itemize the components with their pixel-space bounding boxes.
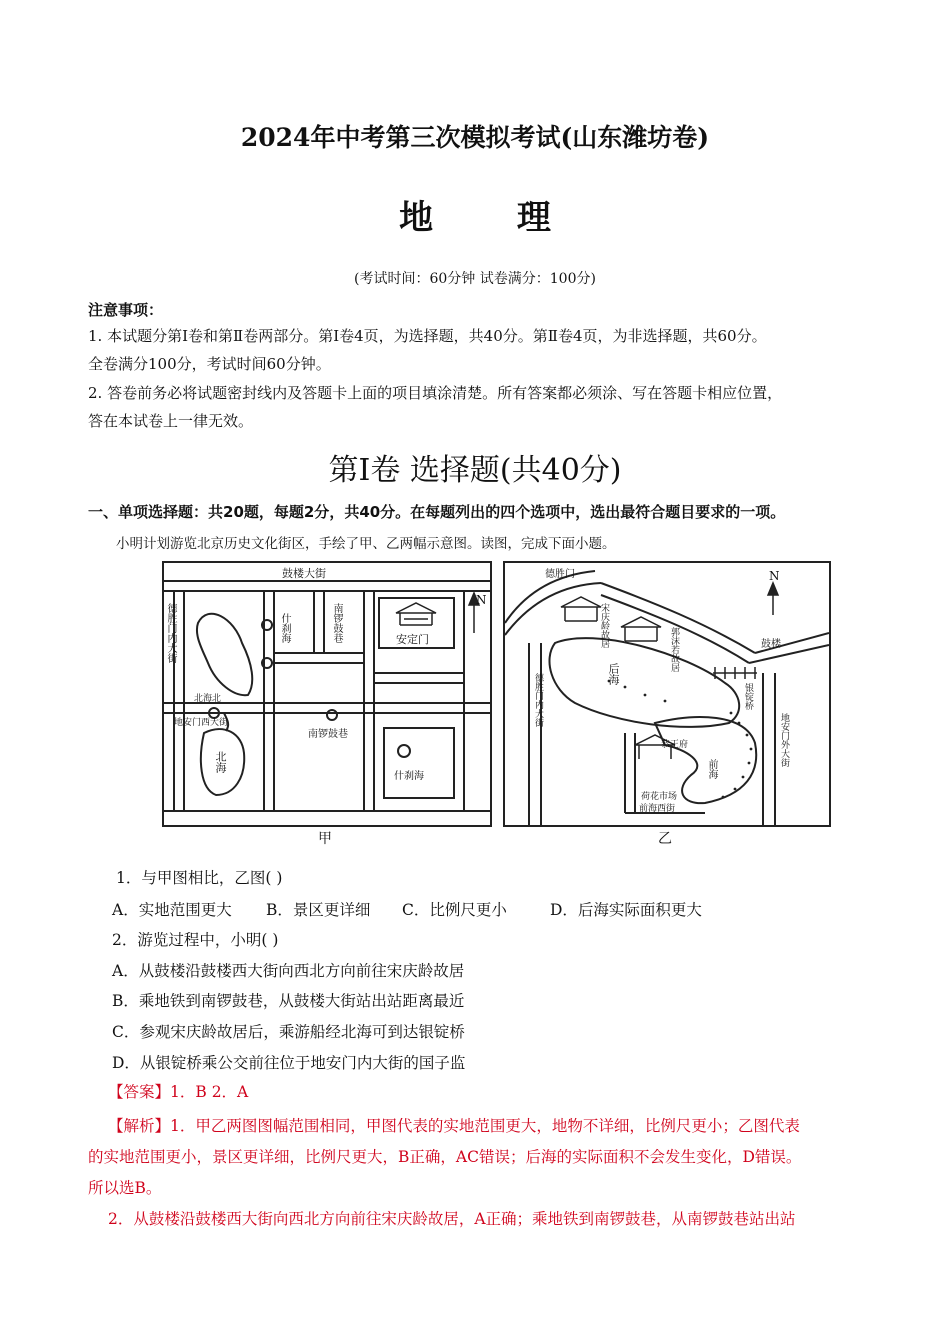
map-jia-shichahai: 什刹海 (394, 771, 424, 782)
map-yi-drawing (505, 563, 829, 825)
answer-text: 1．B 2．A (170, 1083, 249, 1101)
north-arrow-icon (768, 583, 778, 615)
map-yi-qianhai: 前海 (706, 759, 717, 779)
map-yi-right-street: 地安门外大街 (779, 713, 789, 767)
notice-item1-line1: 1. 本试题分第Ⅰ卷和第Ⅱ卷两部分。第Ⅰ卷4页，为选择题，共40分。第Ⅱ卷4页，为非选择题，共60分。 (88, 327, 767, 345)
map-jia-beihai-north: 北海北 (194, 694, 222, 704)
explanation-line-1 (108, 1111, 873, 1142)
q1-option-a: A．实地范围更大 (112, 901, 232, 919)
map-jia-left-street: 德胜门内大街 (165, 603, 176, 663)
map-jia-caption: 甲 (318, 831, 332, 847)
map-yi-guo-mansion: 郭沫若故居 (669, 627, 679, 672)
map-jia-north: N (476, 593, 487, 607)
notice-item1-line2: 全卷满分100分，考试时间60分钟。 (88, 355, 331, 373)
map-yi-houhai: 后海 (607, 663, 620, 685)
q1-option-b: B．景区更详细 (266, 901, 371, 919)
map-yi-hehua: 荷花市场 (641, 792, 678, 802)
map-yi (503, 561, 831, 827)
notice-item2-line2: 答在本试卷上一律无效。 (88, 412, 254, 430)
map-yi-caption: 乙 (658, 831, 672, 847)
explanation-line-2: 的实地范围更小，景区更详细，比例尺更大，B正确，AC错误；后海的实际面积不会发生变化，D错误。 (88, 1148, 802, 1166)
explanation-label: 【解析】 (108, 1117, 171, 1135)
explanation-line-3: 所以选B。 (88, 1179, 162, 1197)
building-icon (561, 597, 757, 759)
map-jia-top-street: 鼓楼大街 (282, 567, 326, 580)
question-intro: 小明计划游览北京历史文化街区，手绘了甲、乙两幅示意图。读图，完成下面小题。 (116, 536, 616, 552)
map-yi-small: 前海西街 (639, 804, 676, 814)
answer-label: 【答案】 (108, 1083, 171, 1101)
question-2-stem: 2．游览过程中，小明( ) (112, 931, 279, 949)
map-yi-song-residence: 宋庆龄故居 (599, 603, 609, 648)
map-jia-nanluogu: 南锣鼓巷 (331, 603, 342, 643)
map-yi-gongwang: 恭王府 (661, 740, 689, 750)
map-jia-nanluoguxiang-station: 南锣鼓巷 (308, 729, 348, 740)
q1-option-c: C．比例尺更小 (402, 901, 507, 919)
map-jia-andingmen: 安定门 (396, 633, 429, 646)
question-1-stem: 1．与甲图相比，乙图( ) (116, 869, 283, 887)
q2-option-d: D．从银锭桥乘公交前往位于地安门内大街的国子监 (112, 1054, 466, 1072)
map-yi-north: N (769, 569, 780, 583)
time-info: (考试时间：60分钟 试卷满分：100分) (354, 271, 596, 287)
map-jia-beihai: 北海 (214, 751, 227, 773)
map-jia-shichahai-label: 什刹海 (279, 613, 290, 643)
explanation-text-1: 1．甲乙两图图幅范围相同，甲图代表的实地范围更大，地物不详细，比例尺更小；乙图代表 (170, 1117, 800, 1135)
q2-option-c: C．参观宋庆龄故居后，乘游船经北海可到达银锭桥 (112, 1023, 465, 1041)
map-yi-drum-tower: 鼓楼 (761, 639, 781, 650)
q2-option-a: A．从鼓楼沿鼓楼西大街向西北方向前往宋庆龄故居 (112, 962, 465, 980)
subject-title: 地 理 (399, 198, 587, 238)
map-yi-left-street: 德胜门内大街 (533, 673, 543, 727)
map-jia-dianmen-west: 地安门西大街 (174, 718, 229, 728)
map-yi-desheng: 德胜门 (545, 569, 575, 580)
map-yi-yinding: 银锭桥 (743, 683, 753, 710)
question-group-heading: 一、单项选择题：共20题，每题2分，共40分。在每题列出的四个选项中，选出最符合题目要求的一项。 (88, 503, 786, 521)
notice-item2-line1: 2. 答卷前务必将试题密封线内及答题卡上面的项目填涂清楚。所有答案都必须涂、写在答题卡相应位置， (88, 384, 783, 402)
q2-option-b: B．乘地铁到南锣鼓巷，从鼓楼大街站出站距离最近 (112, 992, 465, 1010)
section-title: 第Ⅰ卷 选择题(共40分) (328, 453, 622, 488)
map-jia (162, 561, 492, 827)
notice-heading: 注意事项： (88, 301, 164, 319)
q1-option-d: D．后海实际面积更大 (550, 901, 702, 919)
pavilion-icon (396, 603, 436, 625)
answer-line (108, 1080, 248, 1102)
explanation-line-4: 2．从鼓楼沿鼓楼西大街向西北方向前往宋庆龄故居，A正确；乘地铁到南锣鼓巷，从南锣鼓巷站出站 (108, 1210, 796, 1228)
exam-title: 2024年中考第三次模拟考试(山东潍坊卷) (240, 123, 710, 152)
